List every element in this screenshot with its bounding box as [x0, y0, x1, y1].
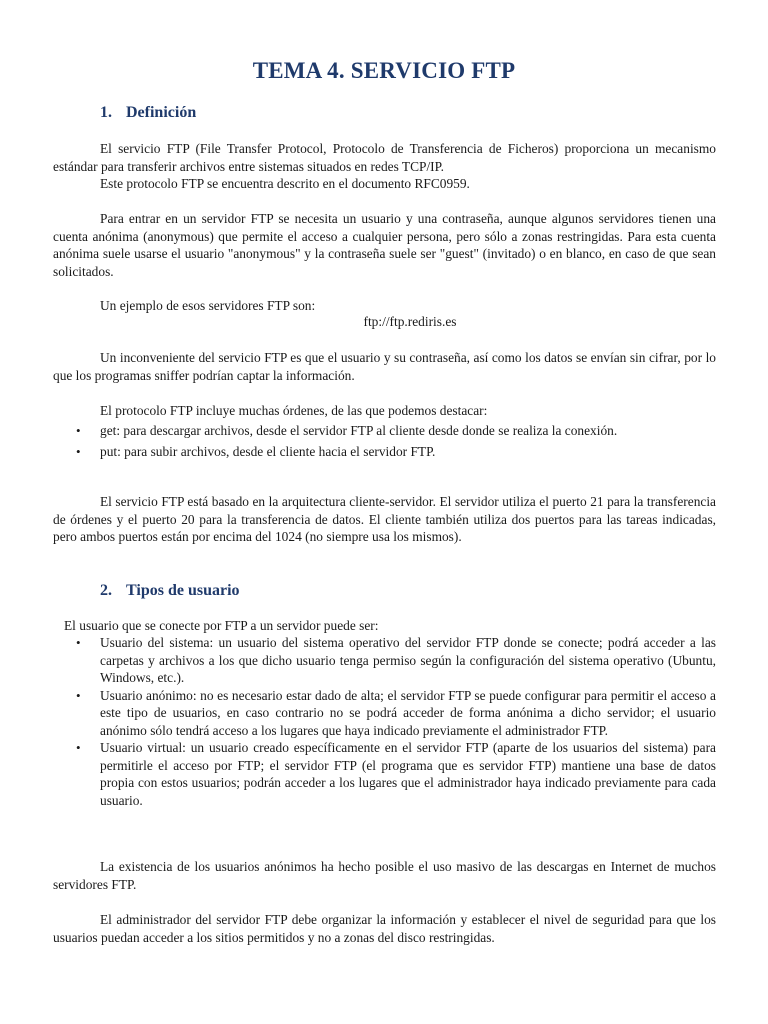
- section-1-paragraph-6: El servicio FTP está basado en la arquitectura cliente-servidor. El servidor utiliza el puerto 21 para la transferencia de órdenes y el puerto 20 para la transferencia de datos. El cliente también utiliza dos puertos para las tareas indicadas, pero ambos puertos están por encima del 1024 (no siempre usa los mismos).: [53, 494, 716, 544]
- bullet-icon: •: [76, 740, 81, 755]
- list-item-text: put: para subir archivos, desde el cliente hacia el servidor FTP.: [100, 443, 436, 459]
- section-1-paragraph-5: El protocolo FTP incluye muchas órdenes, de las que podemos destacar:: [100, 403, 488, 418]
- section-2-paragraph-2: El administrador del servidor FTP debe organizar la información y establecer el nivel de seguridad para que los usuarios puedan acceder a los sitios permitidos y no a zonas del disco restringidas.: [53, 912, 716, 945]
- example-url: ftp://ftp.rediris.es: [363, 314, 457, 329]
- list-item: [76, 422, 692, 440]
- user-types-list: [76, 634, 716, 809]
- section-2-paragraph-1: La existencia de los usuarios anónimos ha hecho posible el uso masivo de las descargas en Internet de muchos servidores FTP.: [53, 859, 716, 892]
- list-item-text: Usuario virtual: un usuario creado específicamente en el servidor FTP (aparte de los usuarios del sistema) para permitirle el acceso por FTP; el servidor FTP (el programa que es servidor FTP) mantiene una base de datos propia con estos usuarios; podrán acceder a los lugares que el administrador haya indicado previamente para cada usuario.: [100, 740, 716, 808]
- bullet-icon: •: [76, 687, 81, 703]
- section-2-title: Tipos de usuario: [126, 582, 240, 599]
- section-1-paragraph-1: El servicio FTP (File Transfer Protocol, Protocolo de Transferencia de Ficheros) proporciona un mecanismo estándar para transferir archivos entre sistemas situados en redes TCP/IP.: [53, 141, 716, 174]
- bullet-icon: •: [76, 443, 81, 459]
- section-1-title: Definición: [126, 104, 197, 121]
- list-item-text: Usuario del sistema: un usuario del sistema operativo del servidor FTP donde se conecte; podrá acceder a las carpetas y archivos a los que dicho usuario tenga permiso según la configuración del sistema operativo (Ubuntu, Windows, etc.).: [100, 635, 716, 685]
- section-2-number: 2.: [100, 582, 112, 599]
- bullet-icon: •: [76, 423, 81, 438]
- commands-list: [76, 422, 692, 460]
- section-1-paragraph-4: Un inconveniente del servicio FTP es que el usuario y su contraseña, así como los datos se envían sin cifrar, por lo que los programas sniffer podrían captar la información.: [53, 350, 716, 383]
- section-1-number: 1.: [100, 104, 112, 121]
- section-1-heading: [100, 104, 196, 122]
- list-item: [76, 443, 692, 461]
- bullet-icon: •: [76, 635, 81, 650]
- section-2-intro: El usuario que se conecte por FTP a un servidor puede ser:: [64, 618, 379, 633]
- list-item: [76, 634, 716, 687]
- page-title: TEMA 4. SERVICIO FTP: [252, 58, 516, 83]
- list-item: [76, 687, 716, 740]
- section-1-paragraph-2: Para entrar en un servidor FTP se necesita un usuario y una contraseña, aunque algunos servidores tienen una cuenta anónima (anonymous) que permite el acceso a cualquier persona, pero sólo a zonas restringidas. Para esta cuenta anónima suele usarse el usuario "anonymous" y la contraseña suele ser "guest" (invitado) o en blanco, en caso de que sean solicitados.: [53, 211, 716, 279]
- section-1-paragraph-1b: Este protocolo FTP se encuentra descrito en el documento RFC0959.: [100, 176, 470, 191]
- list-item-text: get: para descargar archivos, desde el servidor FTP al cliente desde donde se realiza la conexión.: [100, 423, 618, 438]
- section-2-heading: [100, 582, 240, 600]
- list-item: [76, 739, 716, 809]
- section-1-paragraph-3: Un ejemplo de esos servidores FTP son:: [100, 298, 316, 313]
- list-item-text: Usuario anónimo: no es necesario estar dado de alta; el servidor FTP se puede configurar para permitir el acceso a este tipo de usuarios, en caso contrario no se podrá acceder de forma anónima a dicho servidor; el usuario anónimo sólo tendrá acceso a los lugares que haya indicado previamente el administrador FTP.: [100, 687, 716, 738]
